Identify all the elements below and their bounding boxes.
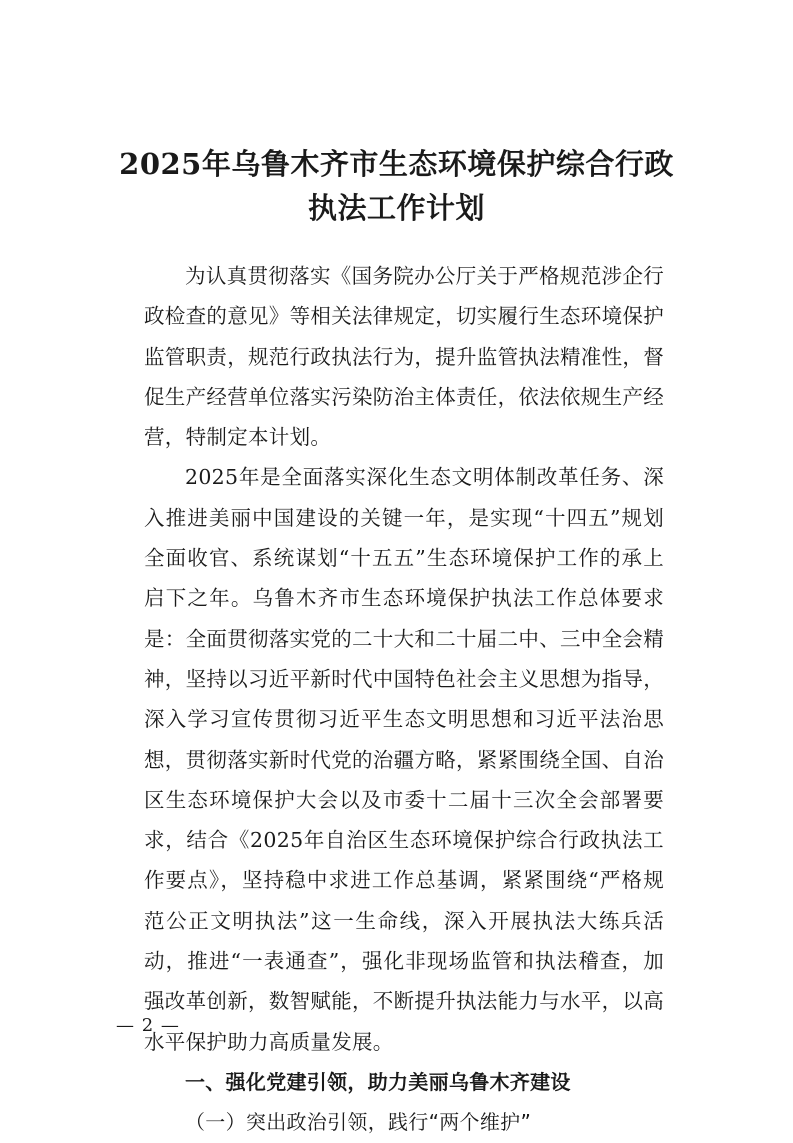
subsection-heading-1: （一）突出政治引领，践行“两个维护”: [185, 1110, 532, 1135]
document-title-line-2: 执法工作计划: [307, 191, 485, 225]
page-number: — 2 —: [116, 1015, 180, 1036]
section-heading-1: 一、强化党建引领，助力美丽乌鲁木齐建设: [185, 1069, 571, 1094]
document-body: [144, 256, 664, 1143]
document-title-line-1: 2025年乌鲁木齐市生态环境保护综合行政: [119, 147, 674, 181]
body-paragraph-overview: 2025年是全面落实深化生态文明体制改革任务、深入推进美丽中国建设的关键一年，是实现“十四五”规划全面收官、系统谋划“十五五”生态环境保护工作的承上启下之年。乌鲁木齐市生态环境保护执法工作总体要求是：全面贯彻落实党的二十大和二十届二中、三中全会精神，坚持以习近平新时代中国特色社会主义思想为指导，深入学习宣传贯彻习近平生态文明思想和习近平法治思想，贯彻落实新时代党的治疆方略，紧紧围绕全国、自治区生态环境保护大会以及市委十二届十三次全会部署要求，结合《2025年自治区生态环境保护综合行政执法工作要点》，坚持稳中求进工作总基调，紧紧围绕“严格规范公正文明执法”这一生命线，深入开展执法大练兵活动，推进“一表通查”，强化非现场监管和执法稽查，加强改革创新，数智赋能，不断提升执法能力与水平，以高水平保护助力高质量发展。: [144, 465, 664, 1054]
body-paragraph-intro: 为认真贯彻落实《国务院办公厅关于严格规范涉企行政检查的意见》等相关法律规定，切实履行生态环境保护监管职责，规范行政执法行为，提升监管执法精准性，督促生产经营单位落实污染防治主体责任，依法依规生产经营，特制定本计划。: [144, 264, 664, 450]
